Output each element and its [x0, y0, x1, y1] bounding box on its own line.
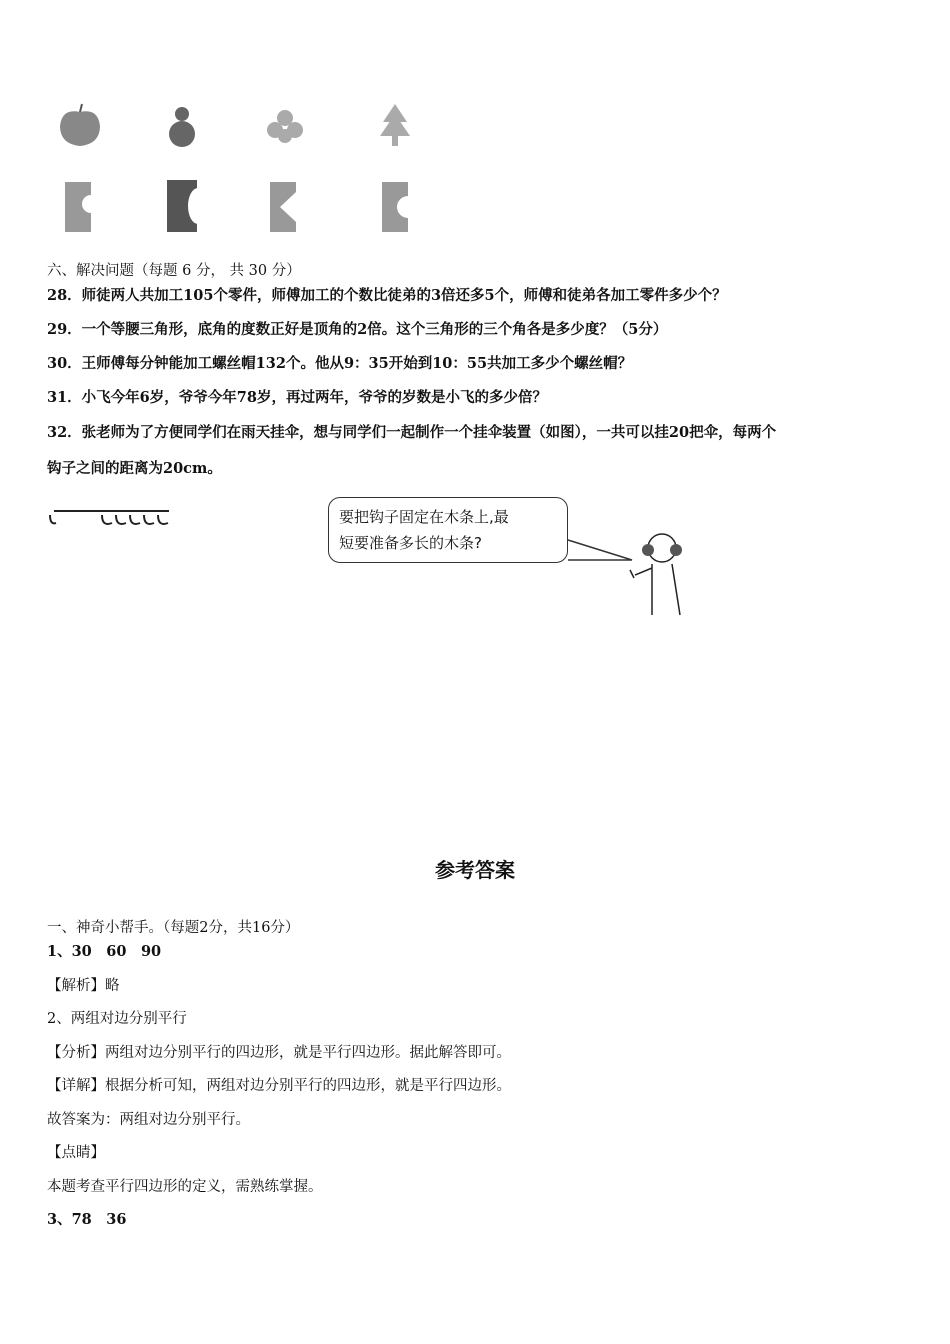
cut-paper-1-icon — [65, 182, 100, 232]
answer-2: 2、两组对边分别平行 — [47, 1011, 187, 1027]
problem-29: 29．一个等腰三角形，底角的度数正好是顶角的2倍。这个三角形的三个角各是多少度？（5分） — [47, 321, 668, 338]
shape-figures — [55, 100, 425, 240]
answer-1: 1、30 60 90 — [47, 943, 162, 960]
section-heading: 六、解决问题（每题 6 分， 共 30 分） — [47, 263, 301, 279]
answer-2-remark-label: 【点睛】 — [47, 1145, 105, 1161]
problem-30: 30．王师傅每分钟能加工螺丝帽132个。他从9：35开始到10：55共加工多少个螺丝帽？ — [47, 355, 633, 372]
answer-2-detail: 【详解】根据分析可知，两组对边分别平行的四边形，就是平行四边形。 — [47, 1078, 511, 1094]
answer-3: 3、78 36 — [47, 1211, 127, 1228]
answer-2-conclusion: 故答案为：两组对边分别平行。 — [47, 1112, 250, 1128]
problem-32: 32．张老师为了方便同学们在雨天挂伞，想与同学们一起制作一个挂伞装置（如图），一共可以挂20把伞，每两个 — [47, 424, 777, 441]
cut-paper-3-icon — [270, 182, 296, 232]
flower-shape-icon — [267, 110, 303, 143]
speech-line-2: 短要准备多长的木条? — [339, 534, 482, 552]
cut-paper-4-icon — [382, 182, 419, 232]
speech-line-1: 要把钩子固定在木条上,最 — [339, 508, 509, 526]
answer-2-remark: 本题考查平行四边形的定义，需熟练掌握。 — [47, 1179, 323, 1195]
answer-section-heading: 一、神奇小帮手。（每题2分，共16分） — [47, 920, 300, 936]
tree-shape-icon — [380, 104, 410, 146]
speech-bubble — [328, 497, 568, 563]
apple-shape-icon — [60, 104, 100, 146]
gourd-shape-icon — [169, 107, 195, 147]
problem-28: 28．师徒两人共加工105个零件，师傅加工的个数比徒弟的3倍还多5个，师傅和徒弟各加工零件多少个？ — [47, 287, 727, 304]
hook-rack-figure — [44, 505, 184, 535]
answers-title: 参考答案 — [435, 858, 515, 882]
answer-2-analysis: 【分析】两组对边分别平行的四边形，就是平行四边形。据此解答即可。 — [47, 1045, 511, 1061]
problem-31: 31．小飞今年6岁，爷爷今年78岁，再过两年，爷爷的岁数是小飞的多少倍？ — [47, 389, 547, 406]
cut-paper-2-icon — [167, 180, 208, 232]
problem-32-cont: 钩子之间的距离为20cm。 — [47, 460, 222, 477]
teacher-illustration — [560, 520, 710, 620]
answer-1-analysis: 【解析】略 — [47, 978, 120, 994]
